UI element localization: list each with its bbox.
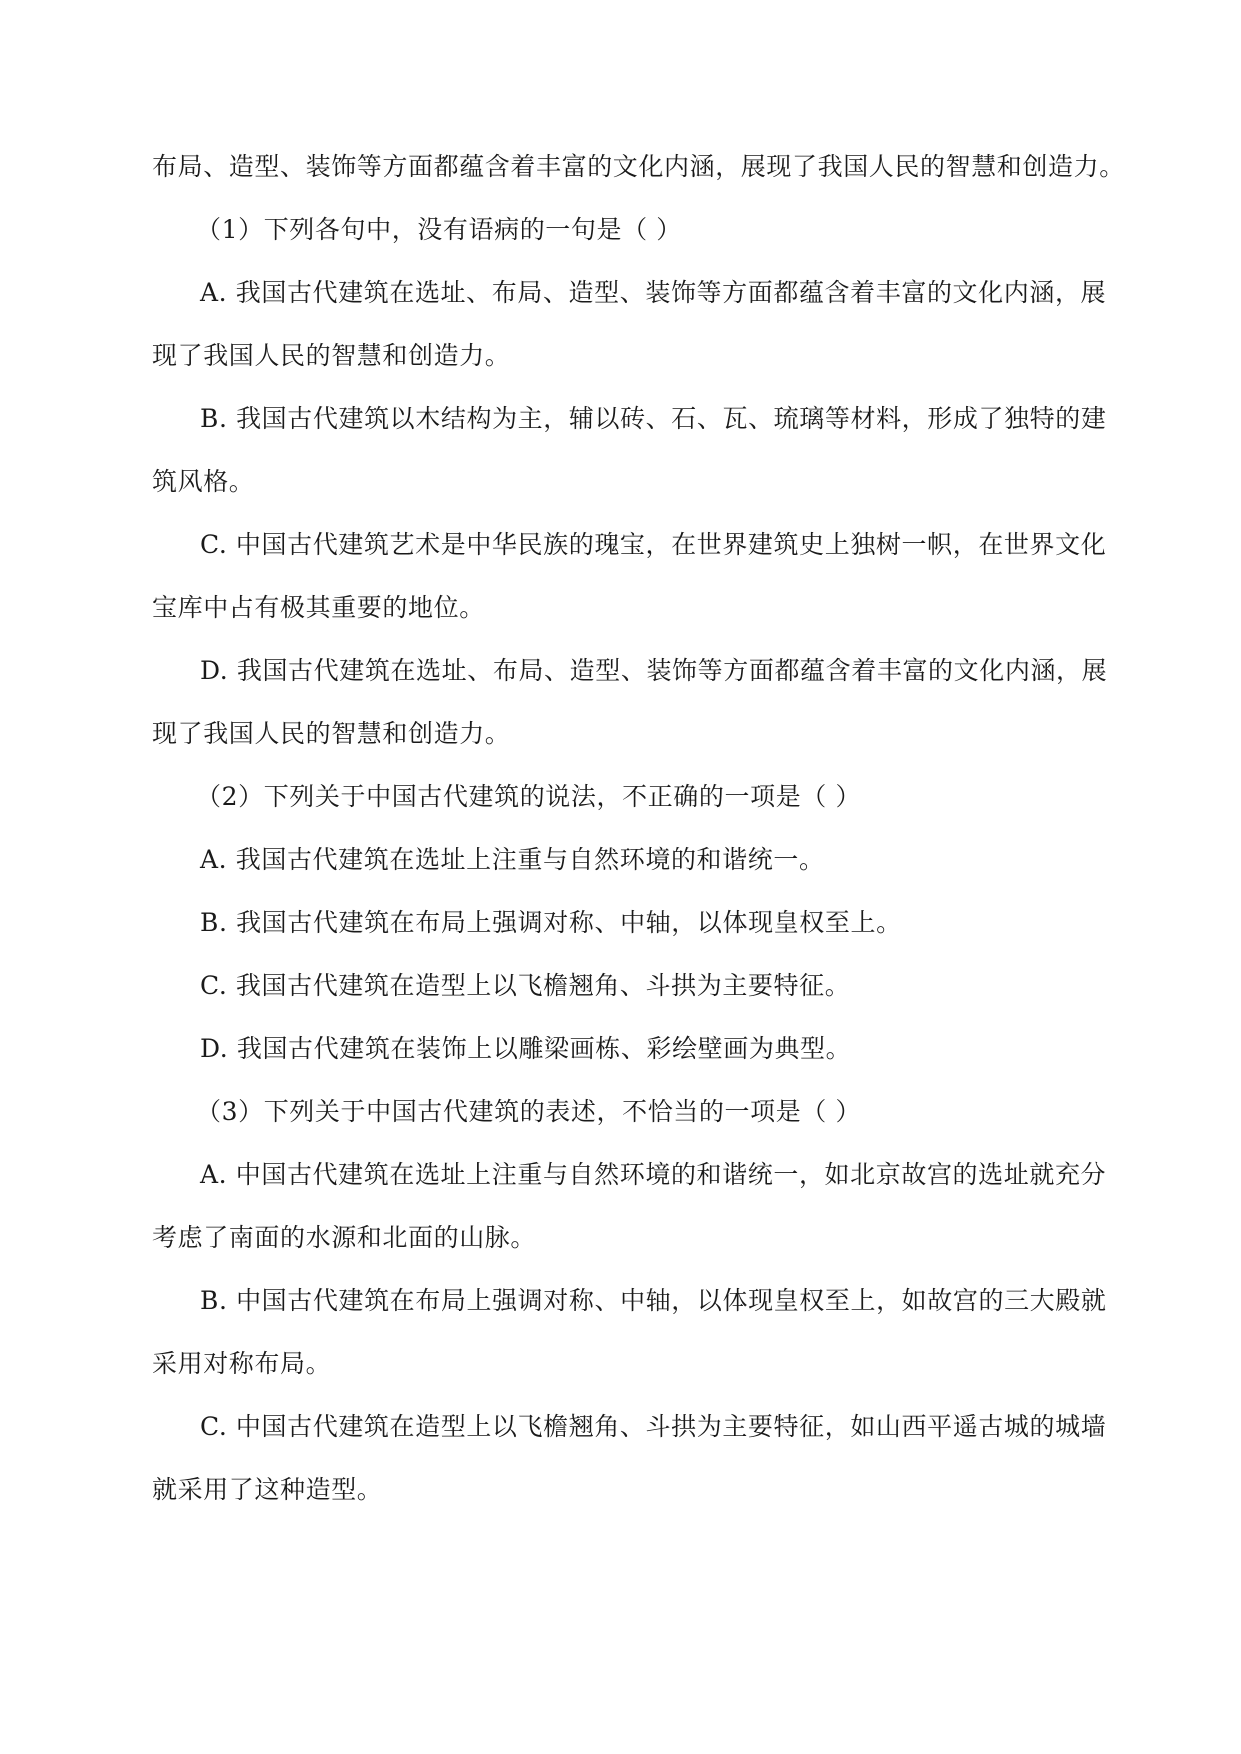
question-3-option-b: B. 中国古代建筑在布局上强调对称、中轴，以体现皇权至上，如故宫的三大殿就 xyxy=(200,1286,1107,1315)
question-1-option-a: A. 我国古代建筑在选址、布局、造型、装饰等方面都蕴含着丰富的文化内涵，展 xyxy=(200,278,1107,307)
question-1-option-c: C. 中国古代建筑艺术是中华民族的瑰宝，在世界建筑史上独树一帜，在世界文化 xyxy=(200,530,1107,559)
question-1-stem: （1）下列各句中，没有语病的一句是（ ） xyxy=(196,215,682,244)
question-1-option-c-cont: 宝库中占有极其重要的地位。 xyxy=(152,593,485,622)
question-3-stem: （3）下列关于中国古代建筑的表述，不恰当的一项是（ ） xyxy=(196,1097,862,1126)
question-2-option-c: C. 我国古代建筑在造型上以飞檐翘角、斗拱为主要特征。 xyxy=(200,971,851,1000)
question-1-option-d: D. 我国古代建筑在选址、布局、造型、装饰等方面都蕴含着丰富的文化内涵，展 xyxy=(200,656,1108,685)
question-2-option-b: B. 我国古代建筑在布局上强调对称、中轴，以体现皇权至上。 xyxy=(200,908,902,937)
question-2-option-a: A. 我国古代建筑在选址上注重与自然环境的和谐统一。 xyxy=(200,845,825,874)
question-3-option-b-cont: 采用对称布局。 xyxy=(152,1349,332,1378)
question-1-option-a-cont: 现了我国人民的智慧和创造力。 xyxy=(152,341,511,370)
question-3-option-a-cont: 考虑了南面的水源和北面的山脉。 xyxy=(152,1223,537,1252)
question-1-option-d-cont: 现了我国人民的智慧和创造力。 xyxy=(152,719,511,748)
question-1-option-b: B. 我国古代建筑以木结构为主，辅以砖、石、瓦、琉璃等材料，形成了独特的建 xyxy=(200,404,1107,433)
question-2-option-d: D. 我国古代建筑在装饰上以雕梁画栋、彩绘壁画为典型。 xyxy=(200,1034,852,1063)
question-3-option-c-cont: 就采用了这种造型。 xyxy=(152,1475,383,1504)
paragraph-line: 布局、造型、装饰等方面都蕴含着丰富的文化内涵，展现了我国人民的智慧和创造力。 xyxy=(152,152,1125,181)
question-3-option-a: A. 中国古代建筑在选址上注重与自然环境的和谐统一，如北京故宫的选址就充分 xyxy=(200,1160,1107,1189)
question-3-option-c: C. 中国古代建筑在造型上以飞檐翘角、斗拱为主要特征，如山西平遥古城的城墙 xyxy=(200,1412,1107,1441)
question-2-stem: （2）下列关于中国古代建筑的说法，不正确的一项是（ ） xyxy=(196,782,862,811)
question-1-option-b-cont: 筑风格。 xyxy=(152,467,255,496)
